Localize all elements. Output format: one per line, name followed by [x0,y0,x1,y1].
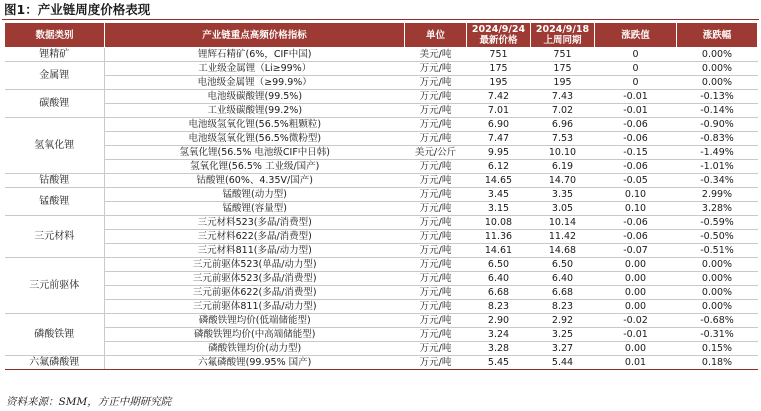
indicator-cell: 三元前驱体523(多晶/消费型) [105,272,405,286]
change-pct-cell: 0.18% [677,356,758,370]
header-change-pct: 涨跌幅 [677,23,758,48]
previous-price-cell: 10.10 [531,146,595,160]
previous-price-cell: 5.44 [531,356,595,370]
latest-price-cell: 6.90 [467,118,531,132]
previous-price-cell: 14.70 [531,174,595,188]
change-pct-cell: 0.00% [677,48,758,62]
change-cell: 0.00 [595,342,677,356]
latest-price-cell: 3.15 [467,202,531,216]
latest-price-cell: 14.61 [467,244,531,258]
indicator-cell: 电池级金属锂（≥99.9%） [105,76,405,90]
previous-price-cell: 3.35 [531,188,595,202]
unit-cell: 万元/吨 [405,328,467,342]
category-cell: 锰酸锂 [5,188,105,216]
unit-cell: 万元/吨 [405,104,467,118]
table-row [5,286,758,300]
unit-cell: 万元/吨 [405,272,467,286]
latest-price-cell: 9.95 [467,146,531,160]
previous-price-cell: 2.92 [531,314,595,328]
previous-price-cell: 3.05 [531,202,595,216]
unit-cell: 万元/吨 [405,300,467,314]
change-pct-cell: 2.99% [677,188,758,202]
unit-cell: 万元/吨 [405,160,467,174]
header-indicator: 产业链重点高频价格指标 [105,23,405,48]
table-row [5,272,758,286]
indicator-cell: 三元前驱体523(单晶/动力型) [105,258,405,272]
category-cell: 氢氧化锂 [5,118,105,174]
previous-price-cell: 7.02 [531,104,595,118]
table-row [5,76,758,90]
change-pct-cell: -0.83% [677,132,758,146]
unit-cell: 万元/吨 [405,118,467,132]
unit-cell: 万元/吨 [405,174,467,188]
change-cell: -0.06 [595,160,677,174]
unit-cell: 万元/吨 [405,230,467,244]
previous-price-cell: 10.14 [531,216,595,230]
price-table [4,22,758,370]
latest-price-cell: 5.45 [467,356,531,370]
unit-cell: 万元/吨 [405,342,467,356]
unit-cell: 万元/吨 [405,356,467,370]
source-note: 资料来源：SMM，方正中期研究院 [6,396,172,408]
table-row [5,230,758,244]
latest-price-cell: 14.65 [467,174,531,188]
unit-cell: 万元/吨 [405,132,467,146]
table-row [5,300,758,314]
latest-price-cell: 6.12 [467,160,531,174]
header-unit: 单位 [405,23,467,48]
table-row [5,48,758,62]
change-cell: -0.15 [595,146,677,160]
figure-title: 图1：产业链周度价格表现 [4,2,151,17]
latest-price-cell: 6.40 [467,272,531,286]
indicator-cell: 三元材料622(多晶/消费型) [105,230,405,244]
latest-price-cell: 7.01 [467,104,531,118]
title-divider [2,19,759,20]
change-cell: -0.01 [595,104,677,118]
previous-price-cell: 11.42 [531,230,595,244]
change-cell: 0.01 [595,356,677,370]
indicator-cell: 工业级金属锂（Li≥99%） [105,62,405,76]
change-cell: -0.02 [595,314,677,328]
change-pct-cell: -0.14% [677,104,758,118]
indicator-cell: 三元前驱体811(多晶/动力型) [105,300,405,314]
category-cell: 锂精矿 [5,48,105,62]
header-latest-price: 2024/9/24 最新价格 [467,23,531,48]
latest-price-cell: 3.45 [467,188,531,202]
unit-cell: 万元/吨 [405,286,467,300]
indicator-cell: 三元前驱体622(多晶/消费型) [105,286,405,300]
change-cell: 0 [595,62,677,76]
latest-price-cell: 3.28 [467,342,531,356]
latest-price-cell: 7.42 [467,90,531,104]
category-cell: 碳酸锂 [5,90,105,118]
header-change: 涨跌值 [595,23,677,48]
previous-price-cell: 14.68 [531,244,595,258]
change-pct-cell: -0.59% [677,216,758,230]
change-cell: 0 [595,48,677,62]
previous-price-cell: 6.50 [531,258,595,272]
previous-price-cell: 6.68 [531,286,595,300]
table-row [5,62,758,76]
change-cell: -0.07 [595,244,677,258]
indicator-cell: 钴酸锂(60%、4.35V/国产) [105,174,405,188]
latest-price-cell: 8.23 [467,300,531,314]
category-cell: 三元材料 [5,216,105,258]
unit-cell: 美元/公斤 [405,146,467,160]
change-pct-cell: 0.00% [677,272,758,286]
unit-cell: 万元/吨 [405,76,467,90]
change-pct-cell: 0.00% [677,76,758,90]
indicator-cell: 磷酸铁锂均价(动力型) [105,342,405,356]
table-row [5,342,758,356]
previous-price-cell: 7.43 [531,90,595,104]
unit-cell: 万元/吨 [405,258,467,272]
table-row [5,314,758,328]
change-cell: -0.05 [595,174,677,188]
change-cell: 0.00 [595,300,677,314]
table-row [5,188,758,202]
indicator-cell: 氢氧化锂(56.5% 电池级CIF中日韩) [105,146,405,160]
indicator-cell: 三元材料523(多晶/消费型) [105,216,405,230]
table-row [5,90,758,104]
change-cell: 0.00 [595,258,677,272]
change-cell: 0.10 [595,202,677,216]
change-cell: -0.06 [595,230,677,244]
change-pct-cell: -0.34% [677,174,758,188]
indicator-cell: 六氟磷酸锂(99.95% 国产) [105,356,405,370]
latest-price-cell: 2.90 [467,314,531,328]
change-cell: 0.00 [595,272,677,286]
previous-price-cell: 751 [531,48,595,62]
change-pct-cell: -0.51% [677,244,758,258]
table-row [5,328,758,342]
indicator-cell: 锂辉石精矿(6%，CIF中国) [105,48,405,62]
table-body [5,48,758,370]
latest-price-cell: 7.47 [467,132,531,146]
table-row [5,104,758,118]
latest-price-cell: 6.68 [467,286,531,300]
header-category: 数据类别 [5,23,105,48]
table-row [5,356,758,370]
previous-price-cell: 7.53 [531,132,595,146]
table-row [5,160,758,174]
indicator-cell: 电池级碳酸锂(99.5%) [105,90,405,104]
change-cell: 0.10 [595,188,677,202]
unit-cell: 万元/吨 [405,244,467,258]
unit-cell: 万元/吨 [405,188,467,202]
table-row [5,258,758,272]
table-row [5,146,758,160]
change-pct-cell: -0.90% [677,118,758,132]
change-cell: 0 [595,76,677,90]
latest-price-cell: 6.50 [467,258,531,272]
change-pct-cell: 3.28% [677,202,758,216]
indicator-cell: 磷酸铁锂均价(低端储能型) [105,314,405,328]
change-pct-cell: 0.00% [677,286,758,300]
change-pct-cell: 0.15% [677,342,758,356]
unit-cell: 万元/吨 [405,314,467,328]
latest-price-cell: 3.24 [467,328,531,342]
table-row [5,132,758,146]
indicator-cell: 磷酸铁锂均价(中高端储能型) [105,328,405,342]
category-cell: 钴酸锂 [5,174,105,188]
table-header-row [5,23,758,48]
unit-cell: 万元/吨 [405,62,467,76]
table-row [5,202,758,216]
table-row [5,244,758,258]
header-previous-price: 2024/9/18 上周同期 [531,23,595,48]
indicator-cell: 工业级碳酸锂(99.2%) [105,104,405,118]
previous-price-cell: 3.27 [531,342,595,356]
indicator-cell: 电池级氢氧化锂(56.5%微粉型) [105,132,405,146]
change-pct-cell: -0.31% [677,328,758,342]
table-row [5,174,758,188]
indicator-cell: 电池级氢氧化锂(56.5%粗颗粒) [105,118,405,132]
category-cell: 三元前驱体 [5,258,105,314]
indicator-cell: 氢氧化锂(56.5% 工业级/国产) [105,160,405,174]
change-cell: -0.06 [595,118,677,132]
change-pct-cell: -1.49% [677,146,758,160]
previous-price-cell: 195 [531,76,595,90]
indicator-cell: 锰酸锂(容量型) [105,202,405,216]
change-pct-cell: 0.00% [677,300,758,314]
category-cell: 六氟磷酸锂 [5,356,105,370]
unit-cell: 万元/吨 [405,216,467,230]
change-cell: -0.06 [595,216,677,230]
category-cell: 金属锂 [5,62,105,90]
latest-price-cell: 751 [467,48,531,62]
previous-price-cell: 8.23 [531,300,595,314]
latest-price-cell: 10.08 [467,216,531,230]
indicator-cell: 三元材料811(多晶/动力型) [105,244,405,258]
change-pct-cell: -0.68% [677,314,758,328]
unit-cell: 美元/吨 [405,48,467,62]
previous-price-cell: 6.96 [531,118,595,132]
latest-price-cell: 11.36 [467,230,531,244]
change-pct-cell: -0.50% [677,230,758,244]
change-cell: 0.00 [595,286,677,300]
table-row [5,118,758,132]
category-cell: 磷酸铁锂 [5,314,105,356]
change-cell: -0.06 [595,132,677,146]
change-cell: -0.01 [595,328,677,342]
indicator-cell: 锰酸锂(动力型) [105,188,405,202]
previous-price-cell: 175 [531,62,595,76]
change-pct-cell: 0.00% [677,62,758,76]
previous-price-cell: 3.25 [531,328,595,342]
change-pct-cell: -0.13% [677,90,758,104]
latest-price-cell: 195 [467,76,531,90]
latest-price-cell: 175 [467,62,531,76]
previous-price-cell: 6.19 [531,160,595,174]
unit-cell: 万元/吨 [405,90,467,104]
table-row [5,216,758,230]
previous-price-cell: 6.40 [531,272,595,286]
unit-cell: 万元/吨 [405,202,467,216]
change-pct-cell: -1.01% [677,160,758,174]
change-cell: -0.01 [595,90,677,104]
change-pct-cell: 0.00% [677,258,758,272]
